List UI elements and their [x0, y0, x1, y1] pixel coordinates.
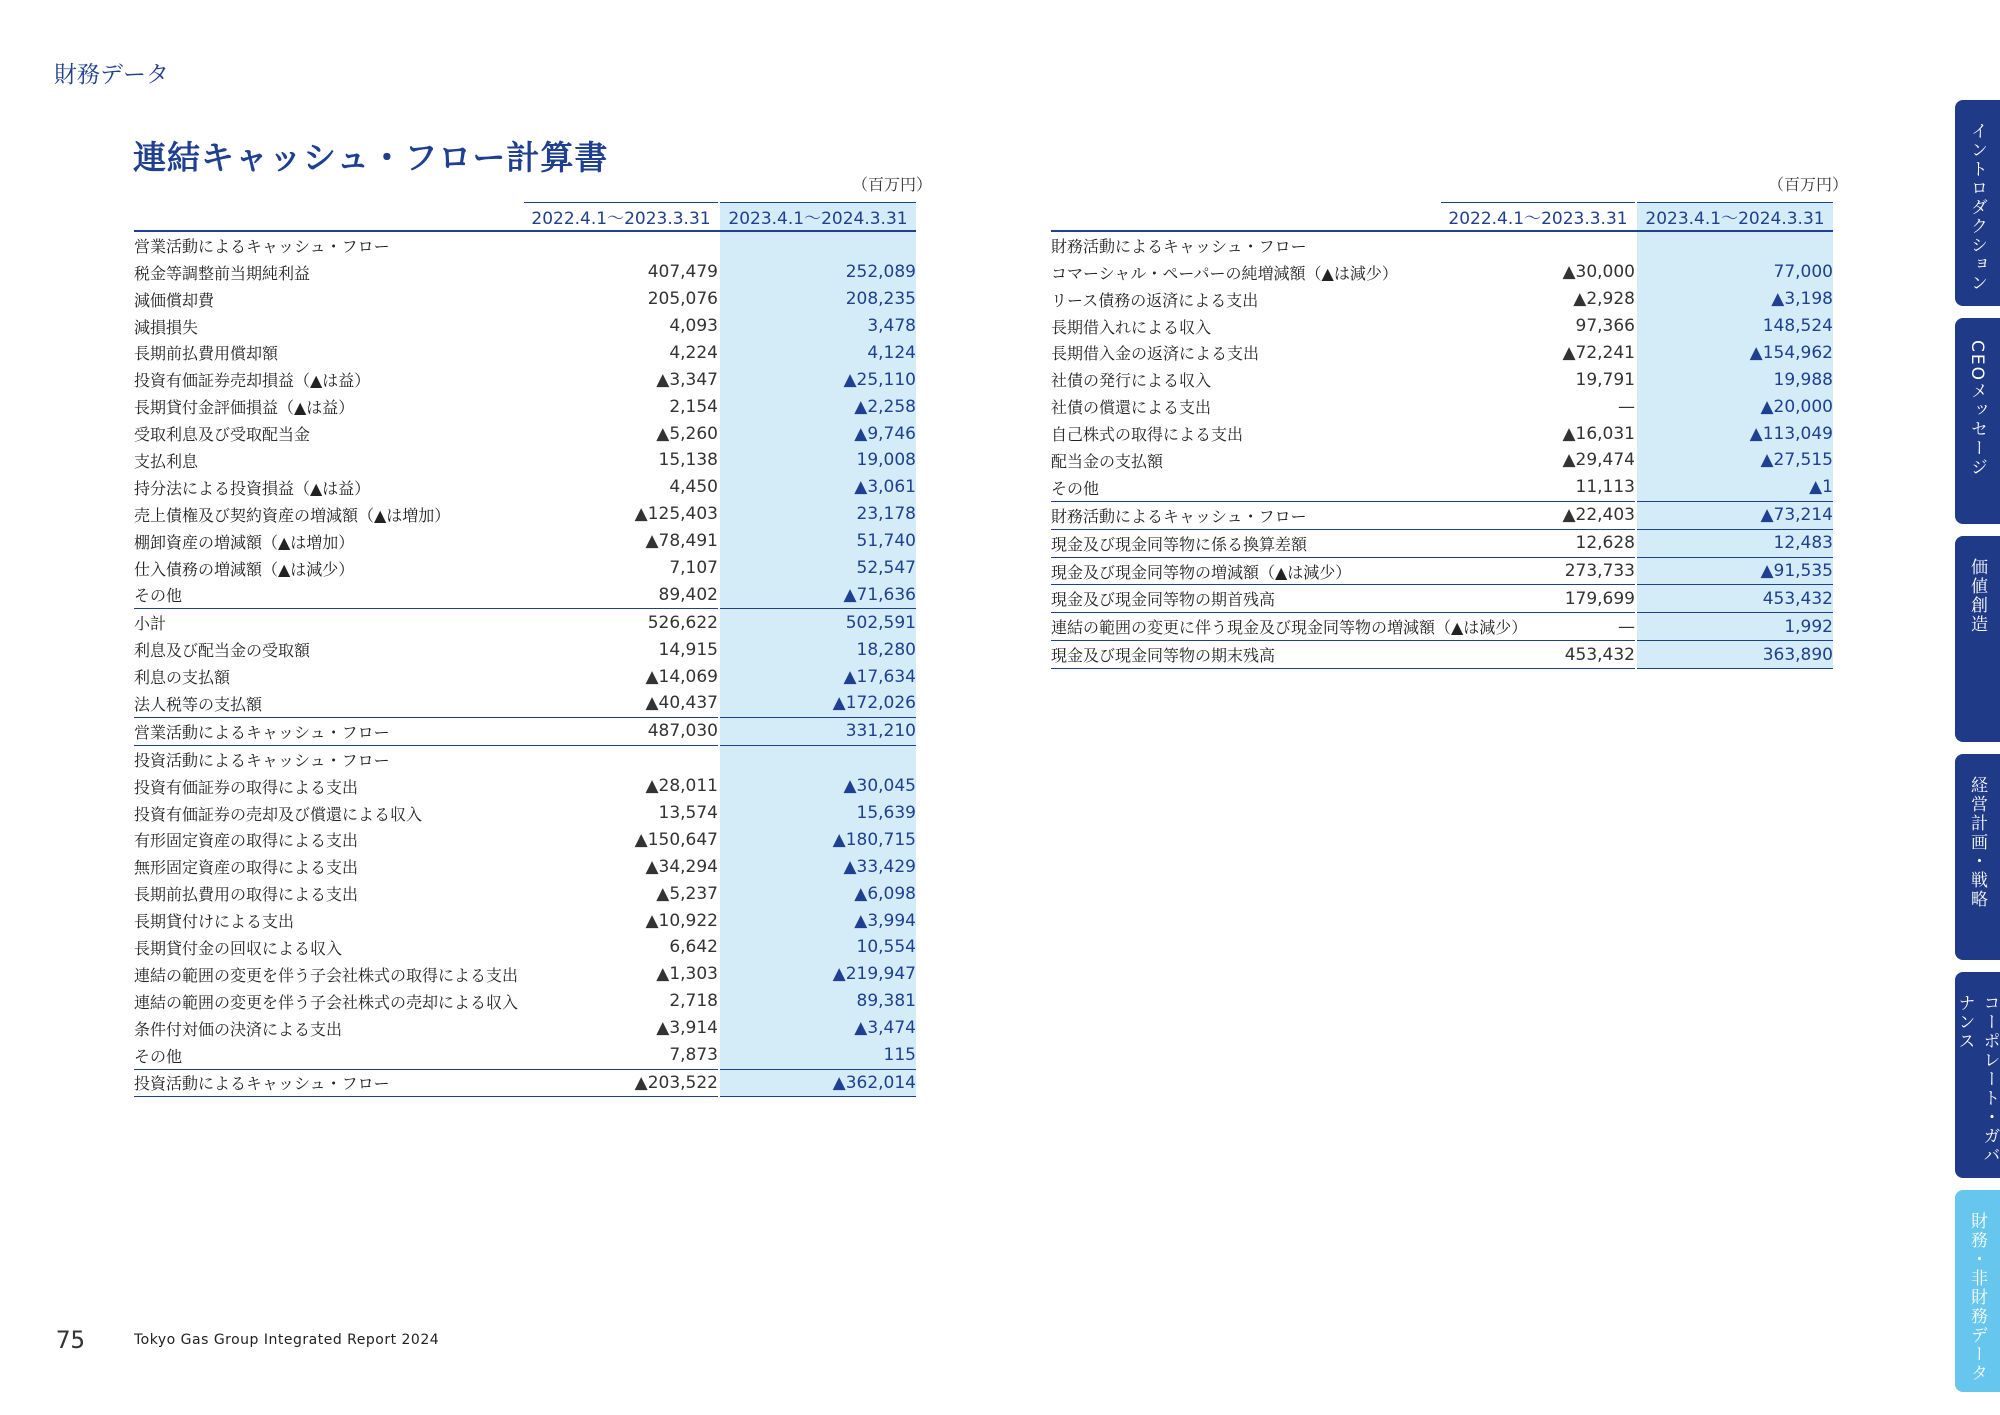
table-row	[1051, 393, 1833, 420]
row-value-prev: ▲3,914	[656, 1018, 718, 1039]
table-row	[134, 880, 916, 907]
table-row	[134, 961, 916, 988]
side-tab-management-strategy[interactable]	[1955, 754, 2000, 960]
row-value-cur: ▲20,000	[1636, 393, 1833, 420]
row-value-prev: ▲40,437	[524, 690, 719, 717]
table-row	[134, 826, 916, 853]
table-row	[134, 366, 916, 393]
row-value-cur: ▲71,636	[719, 581, 916, 608]
table-row	[134, 528, 916, 555]
row-value-cur: ▲180,715	[719, 826, 916, 853]
row-label: 売上債権及び契約資産の増減額（▲は増加）	[134, 505, 451, 525]
row-value-cur: 115	[719, 1042, 916, 1069]
row-label: 長期借入れによる収入	[1051, 317, 1212, 337]
row-value-prev: 11,113	[1441, 474, 1636, 501]
row-label: 投資有価証券の売却及び償還による収入	[134, 804, 423, 824]
row-label: 棚卸資産の増減額（▲は増加）	[134, 532, 355, 552]
row-label: その他	[1051, 474, 1441, 501]
row-value-cur: 52,547	[719, 555, 916, 582]
report-name: Tokyo Gas Group Integrated Report 2024	[134, 1332, 440, 1348]
table-row	[1051, 286, 1833, 313]
table-row	[134, 286, 916, 313]
row-value-prev	[524, 231, 719, 259]
row-value-prev: ▲22,403	[1441, 501, 1636, 529]
table-row	[1051, 641, 1833, 669]
table-row	[134, 907, 916, 934]
table-row	[134, 259, 916, 286]
side-tab-label: CEOメッセージ	[1967, 340, 1987, 477]
row-value-cur: 148,524	[1636, 313, 1833, 340]
row-value-prev: ▲16,031	[1562, 423, 1635, 444]
page-number: 75	[56, 1326, 85, 1354]
row-label: 投資活動によるキャッシュ・フロー	[134, 750, 390, 770]
row-value-cur: 363,890	[1636, 641, 1833, 669]
column-header-cur: 2023.4.1～2024.3.31	[1636, 203, 1833, 231]
side-tab-label: コーポレート・ガバナンス	[1954, 994, 2000, 1165]
row-value-prev: ▲34,294	[645, 856, 718, 877]
table-row	[1051, 420, 1833, 447]
row-value-prev: ▲150,647	[634, 829, 718, 850]
row-label: 現金及び現金同等物の期首残高	[1051, 585, 1441, 613]
side-tab-introduction[interactable]	[1955, 100, 2000, 306]
label-column-header	[134, 203, 524, 231]
table-row	[134, 501, 916, 528]
table-row	[1051, 366, 1833, 393]
row-value-prev: 15,138	[658, 450, 718, 471]
row-value-cur: ▲1	[1636, 474, 1833, 501]
table-row	[1051, 231, 1833, 259]
table-row	[134, 853, 916, 880]
row-value-prev: ▲2,928	[1573, 289, 1635, 310]
row-value-cur: 51,740	[719, 528, 916, 555]
row-label: 持分法による投資損益（▲は益）	[134, 478, 371, 498]
row-value-cur: ▲113,049	[1636, 420, 1833, 447]
row-value-prev: 13,574	[658, 803, 718, 824]
row-value-prev: 89,402	[524, 581, 719, 608]
row-value-prev: 453,432	[1441, 641, 1636, 669]
table-row	[134, 609, 916, 636]
row-value-prev: —	[1441, 613, 1636, 641]
row-value-cur: ▲3,474	[719, 1015, 916, 1042]
row-label: 投資活動によるキャッシュ・フロー	[134, 1069, 524, 1097]
row-value-cur: 4,124	[719, 339, 916, 366]
row-label: 現金及び現金同等物の期末残高	[1051, 641, 1441, 669]
row-label: 現金及び現金同等物に係る換算差額	[1051, 529, 1441, 557]
row-label: 利息及び配当金の受取額	[134, 641, 311, 661]
table-row	[1051, 474, 1833, 501]
side-tab-ceo-message[interactable]	[1955, 318, 2000, 524]
row-value-prev: ▲5,237	[656, 883, 718, 904]
row-value-cur: 18,280	[719, 636, 916, 663]
row-value-cur: ▲6,098	[719, 880, 916, 907]
row-label: 営業活動によるキャッシュ・フロー	[134, 717, 524, 745]
table-row	[134, 663, 916, 690]
row-value-cur: ▲91,535	[1636, 557, 1833, 585]
row-label: 減損損失	[134, 317, 199, 337]
column-header-prev: 2022.4.1～2023.3.31	[524, 203, 719, 231]
row-value-cur	[1636, 231, 1833, 259]
table-row	[1051, 585, 1833, 613]
row-label: コマーシャル・ペーパーの純増減額（▲は減少）	[1051, 263, 1398, 283]
row-value-prev: 7,873	[524, 1042, 719, 1069]
row-value-cur: ▲3,198	[1636, 286, 1833, 313]
row-value-prev: 205,076	[647, 289, 718, 310]
row-value-cur: 453,432	[1636, 585, 1833, 613]
row-value-prev: 6,642	[669, 937, 718, 958]
row-value-prev: ▲72,241	[1562, 342, 1635, 363]
row-label: 長期貸付金の回収による収入	[134, 938, 343, 958]
row-label: 投資有価証券の取得による支出	[134, 777, 359, 797]
table-row	[1051, 447, 1833, 474]
side-tab-label: イントロダクション	[1967, 122, 1987, 293]
row-value-cur: 208,235	[719, 286, 916, 313]
row-value-prev: 273,733	[1441, 557, 1636, 585]
row-value-cur: 23,178	[719, 501, 916, 528]
row-value-prev: 2,154	[669, 396, 718, 417]
column-header-prev: 2022.4.1～2023.3.31	[1441, 203, 1636, 231]
row-value-cur: 502,591	[719, 609, 916, 636]
table-row	[134, 773, 916, 800]
row-label: 社債の償還による支出	[1051, 398, 1212, 418]
row-value-prev: ▲10,922	[645, 910, 718, 931]
table-header-row	[134, 203, 916, 231]
row-label: 法人税等の支払額	[134, 690, 524, 717]
row-label: 受取利息及び受取配当金	[134, 425, 311, 445]
row-value-cur: ▲30,045	[719, 773, 916, 800]
cash-flow-table-left	[134, 202, 916, 1097]
table-row	[134, 690, 916, 717]
row-label: 仕入債務の増減額（▲は減少）	[134, 559, 355, 579]
row-value-cur: 19,988	[1636, 366, 1833, 393]
row-value-cur: 15,639	[719, 800, 916, 827]
row-label: 利息の支払額	[134, 668, 231, 688]
row-value-cur: ▲362,014	[719, 1069, 916, 1097]
row-label: 長期貸付金評価損益（▲は益）	[134, 398, 355, 418]
row-label: 財務活動によるキャッシュ・フロー	[1051, 236, 1307, 256]
table-row	[134, 1015, 916, 1042]
row-value-prev	[1441, 231, 1636, 259]
row-value-prev: 487,030	[524, 717, 719, 745]
side-tab-financial-data[interactable]	[1955, 1190, 2000, 1392]
row-label: その他	[134, 1042, 524, 1069]
row-value-cur: 1,992	[1636, 613, 1833, 641]
row-label: リース債務の返済による支出	[1051, 290, 1259, 310]
row-label: 長期前払費用償却額	[134, 344, 279, 364]
row-value-prev: 4,224	[669, 342, 718, 363]
page-title: 連結キャッシュ・フロー計算書	[133, 138, 609, 177]
row-value-prev: ▲78,491	[645, 531, 718, 552]
row-value-prev: ▲203,522	[524, 1069, 719, 1097]
row-value-cur: ▲3,994	[719, 907, 916, 934]
row-value-cur: ▲25,110	[719, 366, 916, 393]
row-label: 自己株式の取得による支出	[1051, 425, 1244, 445]
row-value-prev: ▲1,303	[656, 964, 718, 985]
side-tab-corporate-governance[interactable]	[1955, 972, 2000, 1178]
row-value-cur: ▲73,214	[1636, 501, 1833, 529]
row-label: 無形固定資産の取得による支出	[134, 858, 359, 878]
table-row	[1051, 557, 1833, 585]
table-header-row	[1051, 203, 1833, 231]
row-label: 社債の発行による収入	[1051, 371, 1212, 391]
row-label: 支払利息	[134, 451, 199, 471]
row-value-cur: 10,554	[719, 934, 916, 961]
row-value-cur: ▲3,061	[719, 474, 916, 501]
row-label: 投資有価証券売却損益（▲は益）	[134, 371, 371, 391]
row-label: 有形固定資産の取得による支出	[134, 831, 359, 851]
row-value-prev: 7,107	[669, 558, 718, 579]
row-label: 条件付対価の決済による支出	[134, 1019, 343, 1039]
row-value-prev: —	[1618, 396, 1635, 417]
row-value-cur: ▲2,258	[719, 393, 916, 420]
row-value-cur: ▲219,947	[719, 961, 916, 988]
row-value-cur: ▲33,429	[719, 853, 916, 880]
row-value-prev: 526,622	[647, 612, 718, 633]
row-label: 営業活動によるキャッシュ・フロー	[134, 236, 390, 256]
row-value-prev: ▲29,474	[1562, 450, 1635, 471]
table-row	[1051, 339, 1833, 366]
table-row	[134, 988, 916, 1015]
row-value-cur: 331,210	[719, 717, 916, 745]
row-value-prev: 4,093	[669, 316, 718, 336]
table-row	[134, 636, 916, 663]
table-row	[134, 800, 916, 827]
table-row	[134, 745, 916, 772]
table-row	[134, 474, 916, 501]
row-value-cur: 89,381	[719, 988, 916, 1015]
section-label: 財務データ	[54, 62, 169, 88]
label-column-header	[1051, 203, 1441, 231]
table-row	[134, 313, 916, 340]
row-value-prev: ▲14,069	[645, 666, 718, 687]
table-row	[1051, 313, 1833, 340]
cash-flow-table-right	[1051, 202, 1833, 669]
row-value-cur: 252,089	[719, 259, 916, 286]
table-row	[134, 555, 916, 582]
table-row	[134, 1069, 916, 1097]
row-label: 長期前払費用の取得による支出	[134, 885, 359, 905]
row-value-cur: 19,008	[719, 447, 916, 474]
row-label: 長期借入金の返済による支出	[1051, 344, 1260, 364]
side-tab-label: 経営計画・戦略	[1967, 776, 1987, 909]
side-tab-value-creation[interactable]	[1955, 536, 2000, 742]
row-label: その他	[134, 581, 524, 608]
row-value-prev: 12,628	[1441, 529, 1636, 557]
row-value-prev: 179,699	[1441, 585, 1636, 613]
row-value-cur: 12,483	[1636, 529, 1833, 557]
side-tab-label: 財務・非財務データ	[1967, 1212, 1987, 1383]
row-value-cur: ▲172,026	[719, 690, 916, 717]
row-value-prev: ▲3,347	[656, 369, 718, 390]
table-row	[134, 231, 916, 259]
table-row	[1051, 529, 1833, 557]
row-value-prev: 97,366	[1575, 316, 1635, 336]
row-label: 連結の範囲の変更を伴う子会社株式の売却による収入	[134, 992, 519, 1012]
table-row	[1051, 259, 1833, 286]
table-row	[134, 581, 916, 608]
row-label: 配当金の支払額	[1051, 451, 1164, 471]
table-row	[134, 339, 916, 366]
row-value-cur	[719, 231, 916, 259]
table-row	[1051, 501, 1833, 529]
table-row	[134, 447, 916, 474]
row-label: 長期貸付けによる支出	[134, 912, 295, 932]
row-label: 小計	[134, 614, 167, 634]
row-label: 減価償却費	[134, 290, 215, 310]
row-value-prev: ▲5,260	[656, 423, 718, 444]
row-value-prev: ▲125,403	[634, 504, 718, 525]
row-value-cur: ▲17,634	[719, 663, 916, 690]
table-row	[134, 717, 916, 745]
row-value-prev: 2,718	[669, 991, 718, 1012]
table-row	[134, 393, 916, 420]
row-value-prev: 14,915	[658, 639, 718, 660]
table-row	[134, 934, 916, 961]
row-value-cur: ▲27,515	[1636, 447, 1833, 474]
row-label: 連結の範囲の変更に伴う現金及び現金同等物の増減額（▲は減少）	[1051, 613, 1441, 641]
row-value-prev: 19,791	[1575, 369, 1635, 390]
table-row	[1051, 613, 1833, 641]
row-value-prev: ▲30,000	[1562, 262, 1635, 283]
unit-label-right: （百万円）	[1768, 175, 1849, 194]
column-header-cur: 2023.4.1～2024.3.31	[719, 203, 916, 231]
row-value-prev: 407,479	[647, 262, 718, 283]
row-value-cur: ▲154,962	[1636, 339, 1833, 366]
row-value-prev: ▲28,011	[645, 776, 718, 797]
row-value-prev: 4,450	[669, 477, 718, 498]
table-row	[134, 1042, 916, 1069]
row-label: 税金等調整前当期純利益	[134, 263, 311, 283]
row-label: 現金及び現金同等物の増減額（▲は減少）	[1051, 557, 1441, 585]
row-label: 連結の範囲の変更を伴う子会社株式の取得による支出	[134, 965, 519, 985]
row-value-cur: ▲9,746	[719, 420, 916, 447]
row-value-cur: 3,478	[719, 313, 916, 340]
unit-label-left: （百万円）	[852, 175, 933, 194]
table-row	[134, 420, 916, 447]
side-tab-label: 価値創造	[1967, 558, 1987, 634]
row-value-prev	[524, 745, 719, 772]
row-value-cur: 77,000	[1636, 259, 1833, 286]
row-label: 財務活動によるキャッシュ・フロー	[1051, 501, 1441, 529]
row-value-cur	[719, 745, 916, 772]
